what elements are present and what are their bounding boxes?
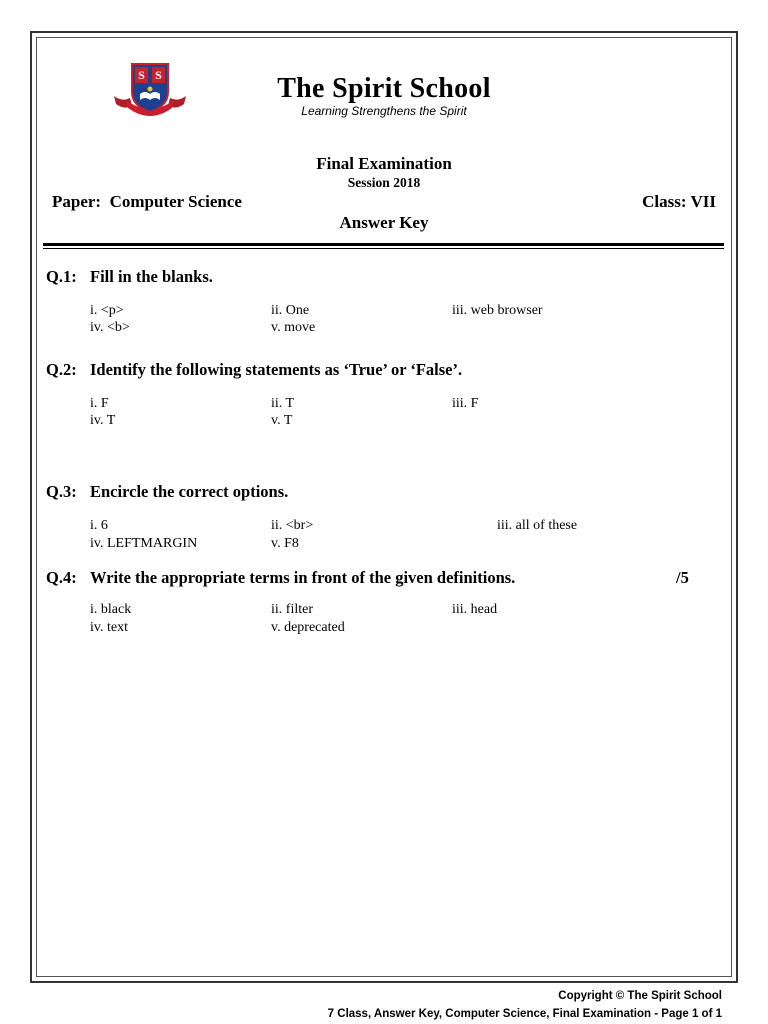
header-divider-thin [43,248,724,249]
school-tagline-text: Learning Strengthens the Spirit [301,104,467,118]
question-4-marks: /5 [676,568,689,587]
school-name [0,73,768,105]
answer-item: ii. filter [271,602,313,617]
question-4-heading [46,568,515,588]
answer-item: iii. head [452,602,498,617]
answer-key-heading: Answer Key [339,213,429,232]
question-number: Q.1: [46,267,77,286]
answer-item: iv. text [90,620,128,635]
question-title: Encircle the correct options. [90,482,289,501]
logo-letter-left: S [138,68,145,82]
answer-item: v. F8 [271,536,299,551]
question-number: Q.4: [46,568,77,587]
question-number: Q.2: [46,360,77,379]
answer-item: iv. <b> [90,320,130,335]
question-number: Q.3: [46,482,77,501]
question-2-heading [46,360,462,380]
logo-letter-right: S [155,68,162,82]
school-name-text: The Spirit School [277,73,491,104]
answer-item: v. T [271,413,293,428]
question-3-heading [46,482,288,502]
exam-title: Final Examination [316,154,452,173]
answer-item: ii. T [271,396,295,411]
question-title: Fill in the blanks. [90,267,213,286]
question-title: Identify the following statements as ‘True’ or ‘False’. [90,360,463,379]
footer-page-info: 7 Class, Answer Key, Computer Science, Final Examination - Page 1 of 1 [327,1008,722,1020]
question-title: Write the appropriate terms in front of the given definitions. [90,568,516,587]
footer-copyright: Copyright © The Spirit School [558,990,722,1002]
class-label: Class: VII [642,192,716,211]
answer-item: i. black [90,602,132,617]
session-label: Session 2018 [347,175,421,190]
school-tagline [0,104,768,118]
answer-item: v. move [271,320,316,335]
answer-item: iii. F [452,396,479,411]
answer-item: ii. <br> [271,518,314,533]
answer-item: iv. LEFTMARGIN [90,536,198,551]
answer-item: iii. web browser [452,303,543,318]
paper-label: Paper: Computer Science [52,192,242,211]
question-1-heading [46,267,213,287]
answer-item: iii. all of these [497,518,578,533]
answer-item: v. deprecated [271,620,345,635]
answer-item: i. <p> [90,303,124,318]
answer-item: i. F [90,396,109,411]
answer-item: i. 6 [90,518,108,533]
answer-item: ii. One [271,303,310,318]
answer-item: iv. T [90,413,116,428]
header-divider-thick [43,243,724,246]
